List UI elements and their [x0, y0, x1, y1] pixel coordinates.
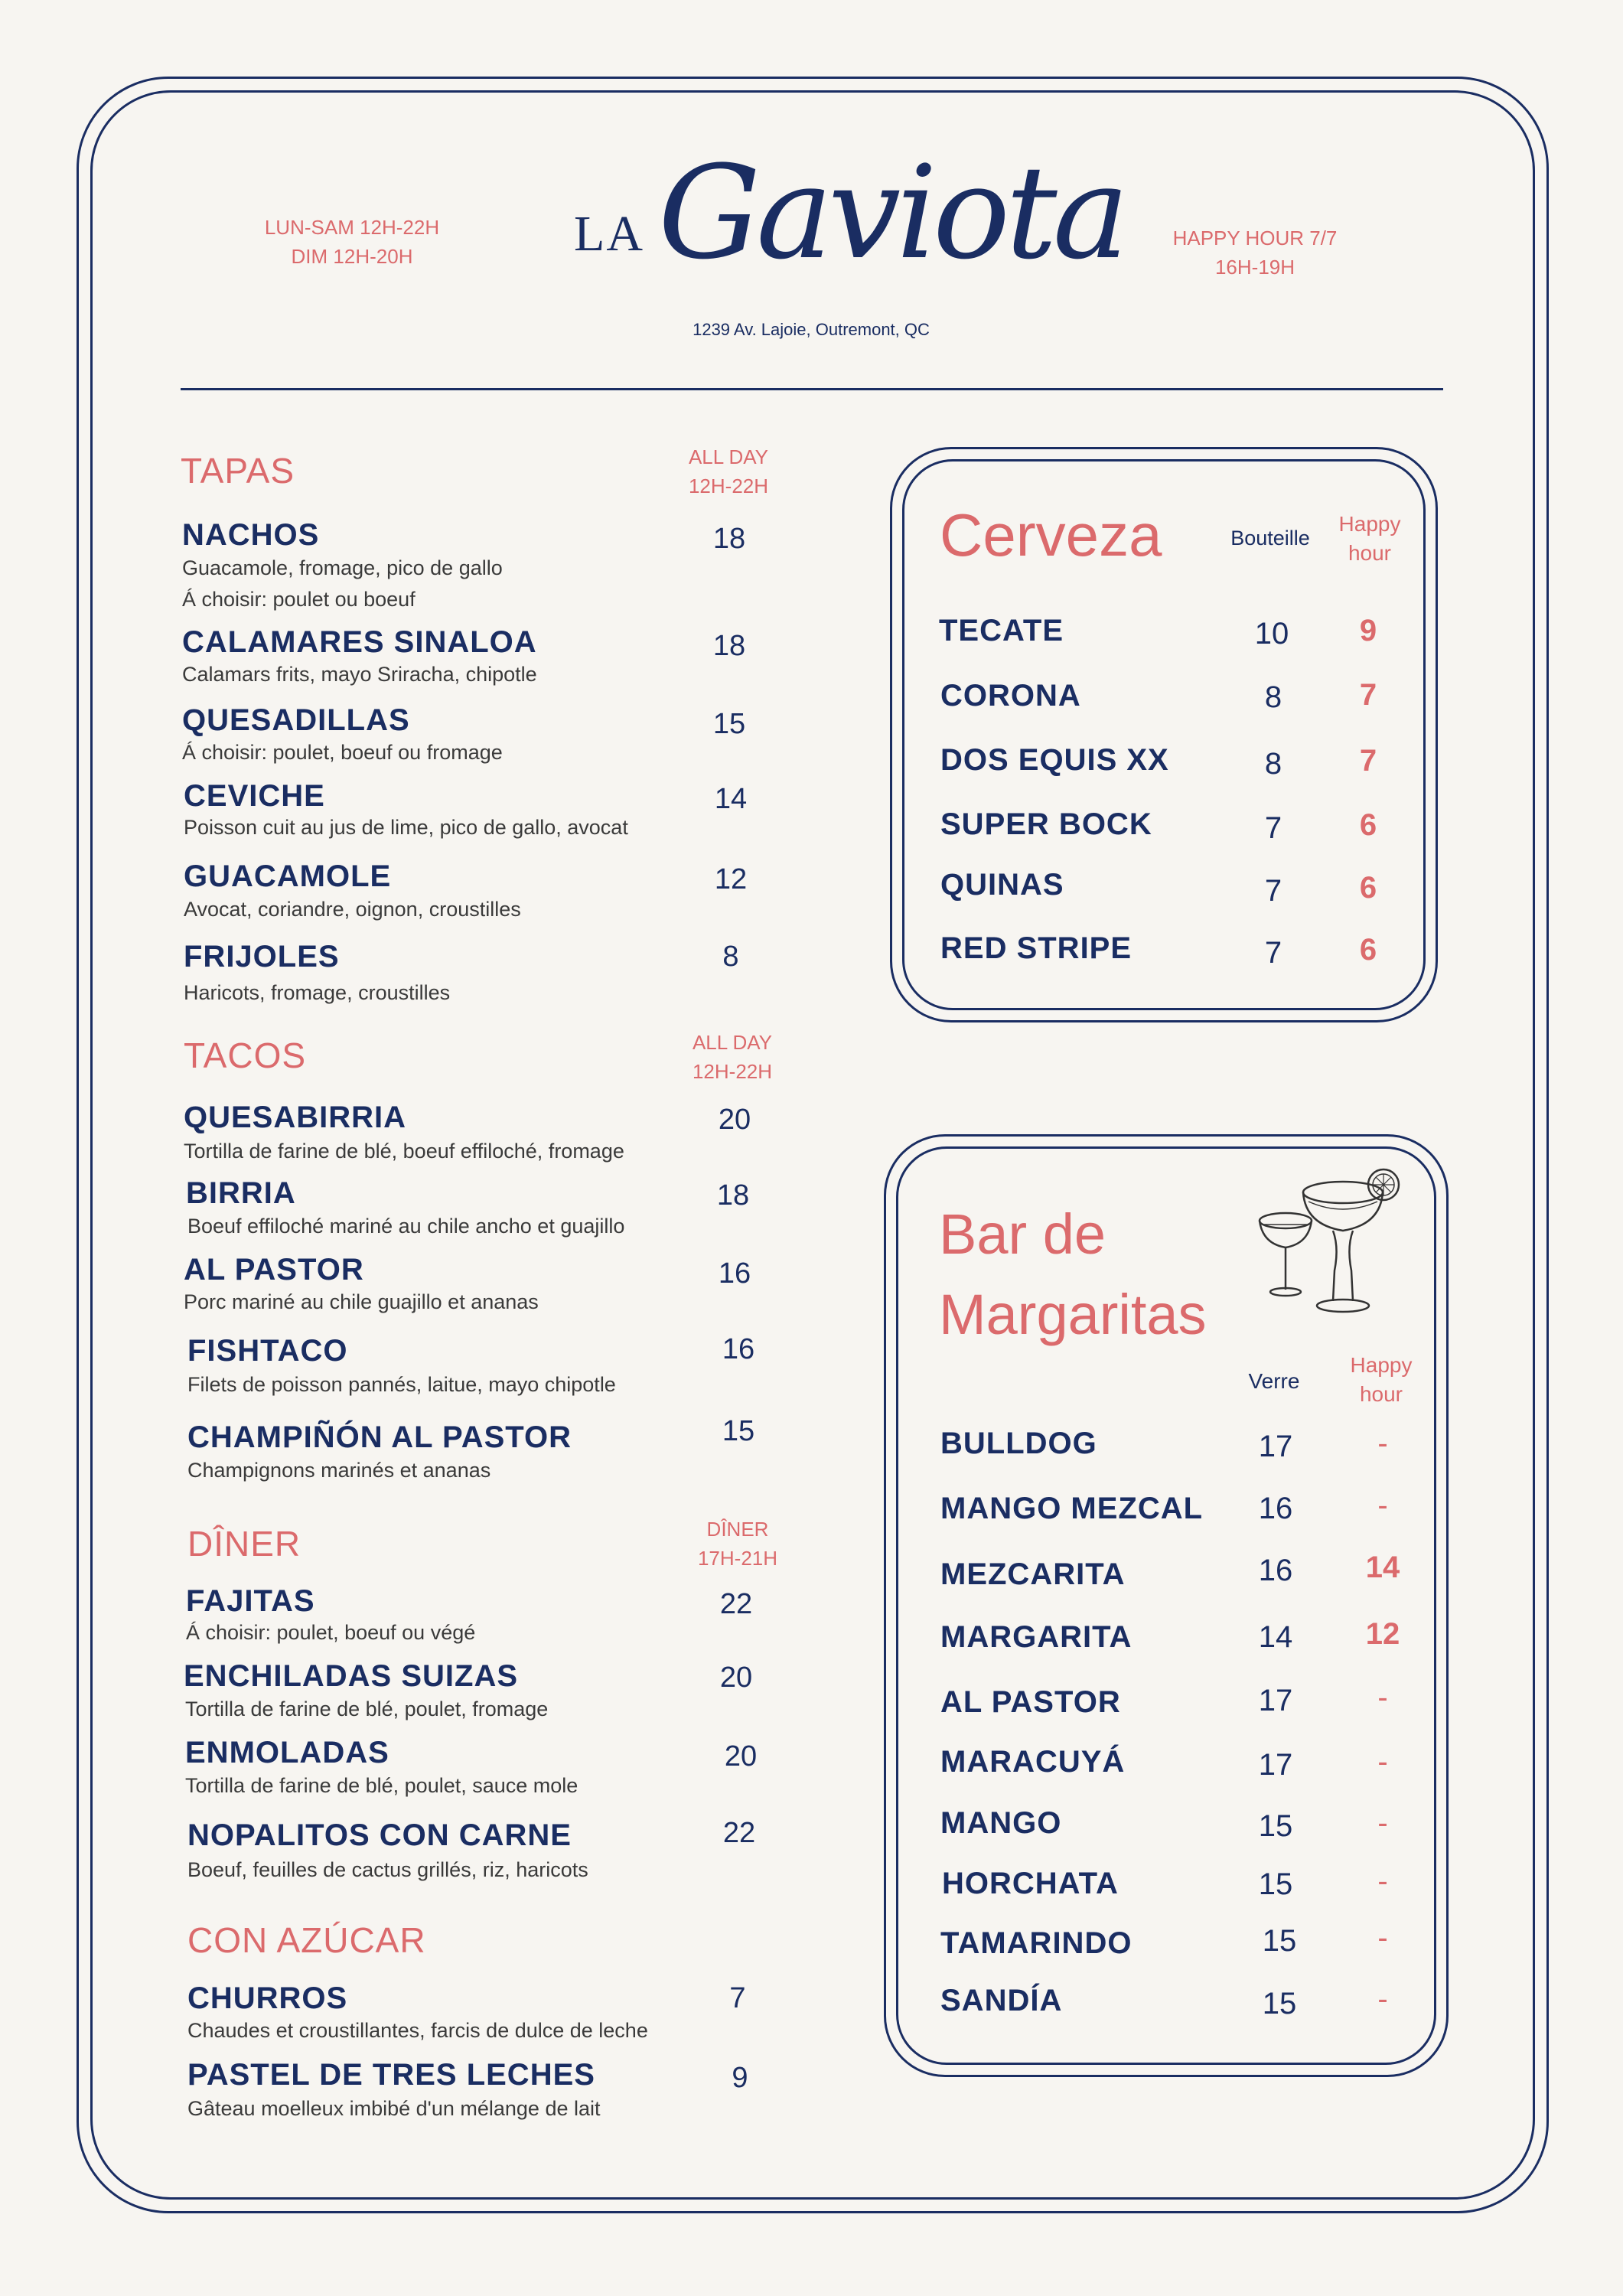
logo-prefix: LA: [574, 206, 644, 262]
drink-price: 17: [1258, 1684, 1293, 1717]
menu-item-price: 12: [714, 863, 748, 895]
drink-happy-hour-price: 12: [1365, 1617, 1400, 1651]
drink-happy-hour-price: -: [1377, 1864, 1388, 1898]
menu-item-desc: Poisson cuit au jus de lime, pico de gallo, avocat: [184, 816, 628, 839]
menu-item-desc: Boeuf, feuilles de cactus grillés, riz, haricots: [187, 1858, 588, 1881]
menu-item-desc: Calamars frits, mayo Sriracha, chipotle: [182, 663, 537, 686]
drink-name: SANDÍA: [940, 1984, 1063, 2017]
drink-happy-hour-price: -: [1377, 1681, 1388, 1714]
section-title-tacos: TACOS: [184, 1035, 307, 1075]
drink-happy-hour-price: 9: [1359, 614, 1377, 647]
menu-item-name: QUESADILLAS: [182, 703, 410, 737]
menu-item-price: 22: [719, 1588, 753, 1620]
menu-item-desc: Tortilla de farine de blé, poulet, sauce mole: [185, 1774, 578, 1797]
section-title-diner: DÎNER: [187, 1524, 301, 1564]
drink-price: 7: [1264, 936, 1282, 970]
menu-item-price: 20: [724, 1740, 758, 1773]
menu-item-price: 16: [718, 1257, 751, 1290]
margaritas-col-verre: Verre: [1248, 1369, 1300, 1393]
menu-item-name: FRIJOLES: [184, 940, 340, 974]
drink-name: DOS EQUIS XX: [940, 743, 1169, 777]
menu-item-name: CHAMPIÑÓN AL PASTOR: [187, 1420, 572, 1454]
col-head-line: Happy: [1350, 1353, 1413, 1377]
drink-happy-hour-price: 7: [1359, 744, 1377, 778]
menu-item-desc: Chaudes et croustillantes, farcis de dulce de leche: [187, 2019, 648, 2042]
menu-item-name: FISHTACO: [187, 1334, 348, 1368]
menu-item-price: 18: [716, 1179, 750, 1212]
col-head-line: hour: [1359, 1382, 1403, 1406]
menu-item-price: 16: [722, 1333, 755, 1365]
menu-item-name: GUACAMOLE: [184, 859, 392, 893]
drink-price: 8: [1264, 680, 1282, 714]
menu-item-desc: Tortilla de farine de blé, poulet, fromage: [185, 1698, 549, 1720]
drink-name: TAMARINDO: [940, 1926, 1133, 1960]
drink-happy-hour-price: 14: [1365, 1551, 1400, 1584]
menu-item-price: 22: [722, 1817, 756, 1849]
section-title-tapas: TAPAS: [181, 451, 295, 491]
menu-item-name: CALAMARES SINALOA: [182, 625, 537, 659]
menu-item-price: 20: [719, 1662, 753, 1694]
menu-item-desc: Boeuf effiloché mariné au chile ancho et guajillo: [187, 1215, 625, 1238]
menu-item-desc: Á choisir: poulet, boeuf ou fromage: [182, 741, 503, 764]
drink-name: BULLDOG: [940, 1427, 1097, 1460]
drink-name: SUPER BOCK: [940, 807, 1152, 841]
drink-price: 10: [1254, 617, 1289, 651]
drink-price: 16: [1258, 1554, 1293, 1587]
menu-item-desc: Porc mariné au chile guajillo et ananas: [184, 1290, 539, 1313]
drink-price: 15: [1262, 1924, 1297, 1958]
happy-hour-line: 16H-19H: [1214, 256, 1295, 279]
col-head-line: Happy: [1338, 512, 1401, 536]
happy-hour-info: [1133, 223, 1377, 282]
menu-item-desc: Á choisir: poulet, boeuf ou végé: [186, 1621, 476, 1644]
drink-price: 17: [1258, 1748, 1293, 1782]
drink-name: AL PASTOR: [940, 1685, 1121, 1719]
section-title-con-azucar: CON AZÚCAR: [187, 1920, 426, 1960]
drink-happy-hour-price: 6: [1359, 871, 1377, 905]
menu-item-name: NOPALITOS CON CARNE: [187, 1818, 572, 1852]
section-hours-line: ALL DAY: [692, 1031, 773, 1054]
drink-happy-hour-price: -: [1377, 1745, 1388, 1779]
menu-item-desc: Guacamole, fromage, pico de gallo: [182, 556, 503, 579]
cerveza-col-bouteille: Bouteille: [1230, 527, 1310, 550]
drink-happy-hour-price: -: [1377, 1489, 1388, 1522]
happy-hour-line: HAPPY HOUR 7/7: [1172, 227, 1338, 249]
section-hours-line: 12H-22H: [692, 1060, 773, 1083]
drink-happy-hour-price: 6: [1359, 808, 1377, 842]
drink-price: 8: [1264, 747, 1282, 781]
margaritas-title-line: Margaritas: [939, 1283, 1207, 1346]
menu-item-price: 20: [718, 1104, 751, 1136]
drink-name: QUINAS: [940, 868, 1064, 902]
address: 1239 Av. Lajoie, Outremont, QC: [693, 320, 930, 339]
menu-item-name: NACHOS: [182, 518, 320, 552]
drink-happy-hour-price: 6: [1359, 933, 1377, 967]
drink-price: 15: [1258, 1809, 1293, 1843]
menu-item-name: PASTEL DE TRES LECHES: [187, 2058, 595, 2092]
margarita-glasses-icon: [1247, 1163, 1408, 1324]
menu-item-price: 15: [712, 708, 746, 740]
margaritas-title-line: Bar de: [939, 1202, 1106, 1266]
menu-item-price: 18: [712, 630, 746, 662]
menu-item-name: CHURROS: [187, 1981, 348, 2015]
menu-item-price: 7: [729, 1982, 746, 2014]
drink-name: RED STRIPE: [940, 931, 1133, 965]
menu-item-desc: Avocat, coriandre, oignon, croustilles: [184, 898, 521, 921]
menu-item-name: CEVICHE: [184, 779, 325, 813]
menu-item-name: BIRRIA: [186, 1176, 296, 1210]
section-hours-line: 17H-21H: [697, 1547, 778, 1570]
menu-item-name: ENMOLADAS: [185, 1736, 389, 1769]
menu-item-name: QUESABIRRIA: [184, 1101, 407, 1134]
menu-item-desc: Filets de poisson pannés, laitue, mayo chipotle: [187, 1373, 616, 1396]
opening-hours: [230, 213, 474, 271]
menu-item-price: 18: [712, 523, 746, 555]
drink-happy-hour-price: -: [1377, 1806, 1388, 1840]
margaritas-col-happy-hour: [1339, 1351, 1423, 1409]
drink-happy-hour-price: -: [1377, 1982, 1388, 2016]
drink-name: MANGO: [940, 1806, 1062, 1840]
menu-item-price: 9: [732, 2062, 748, 2094]
drink-price: 7: [1264, 811, 1282, 845]
opening-hours-line: DIM 12H-20H: [291, 245, 413, 268]
section-hours-tacos: [663, 1028, 801, 1086]
section-hours-line: 12H-22H: [688, 475, 769, 497]
menu-item-desc: Gâteau moelleux imbibé d'un mélange de lait: [187, 2097, 601, 2120]
section-hours-diner: [669, 1515, 807, 1573]
cerveza-title: Cerveza: [940, 501, 1162, 569]
drink-happy-hour-price: -: [1377, 1427, 1388, 1460]
menu-item-name: AL PASTOR: [184, 1253, 364, 1287]
drink-price: 15: [1258, 1867, 1293, 1901]
drink-price: 17: [1258, 1430, 1293, 1463]
cerveza-col-happy-hour: [1328, 510, 1412, 568]
drink-name: TECATE: [939, 614, 1064, 647]
menu-item-name: ENCHILADAS SUIZAS: [184, 1659, 519, 1693]
menu-item-desc: Tortilla de farine de blé, boeuf effiloché, fromage: [184, 1140, 624, 1163]
header-divider: [181, 388, 1443, 390]
menu-item-desc: Champignons marinés et ananas: [187, 1459, 491, 1482]
drink-name: MARACUYÁ: [940, 1745, 1126, 1779]
section-hours-line: DÎNER: [706, 1518, 769, 1541]
menu-item-name: FAJITAS: [186, 1584, 315, 1618]
drink-happy-hour-price: 7: [1359, 678, 1377, 712]
drink-name: MARGARITA: [940, 1620, 1133, 1654]
drink-price: 15: [1262, 1987, 1297, 2020]
opening-hours-line: LUN-SAM 12H-22H: [264, 216, 440, 239]
drink-price: 7: [1264, 874, 1282, 908]
drink-happy-hour-price: -: [1377, 1921, 1388, 1955]
drink-name: HORCHATA: [942, 1867, 1119, 1900]
section-hours-tapas: [660, 442, 797, 501]
drink-price: 14: [1258, 1620, 1293, 1654]
drink-name: MANGO MEZCAL: [940, 1492, 1204, 1525]
menu-item-desc: Haricots, fromage, croustilles: [184, 981, 451, 1004]
drink-price: 16: [1258, 1492, 1293, 1525]
menu-item-price: 14: [714, 783, 748, 815]
menu-item-price: 15: [722, 1415, 755, 1447]
drink-name: CORONA: [940, 679, 1081, 713]
menu-item-price: 8: [722, 941, 739, 973]
drink-name: MEZCARITA: [940, 1557, 1126, 1591]
logo-name: Gaviota: [658, 138, 1125, 288]
section-hours-line: ALL DAY: [688, 445, 769, 468]
menu-item-desc: Á choisir: poulet ou boeuf: [182, 588, 416, 611]
col-head-line: hour: [1348, 541, 1392, 565]
